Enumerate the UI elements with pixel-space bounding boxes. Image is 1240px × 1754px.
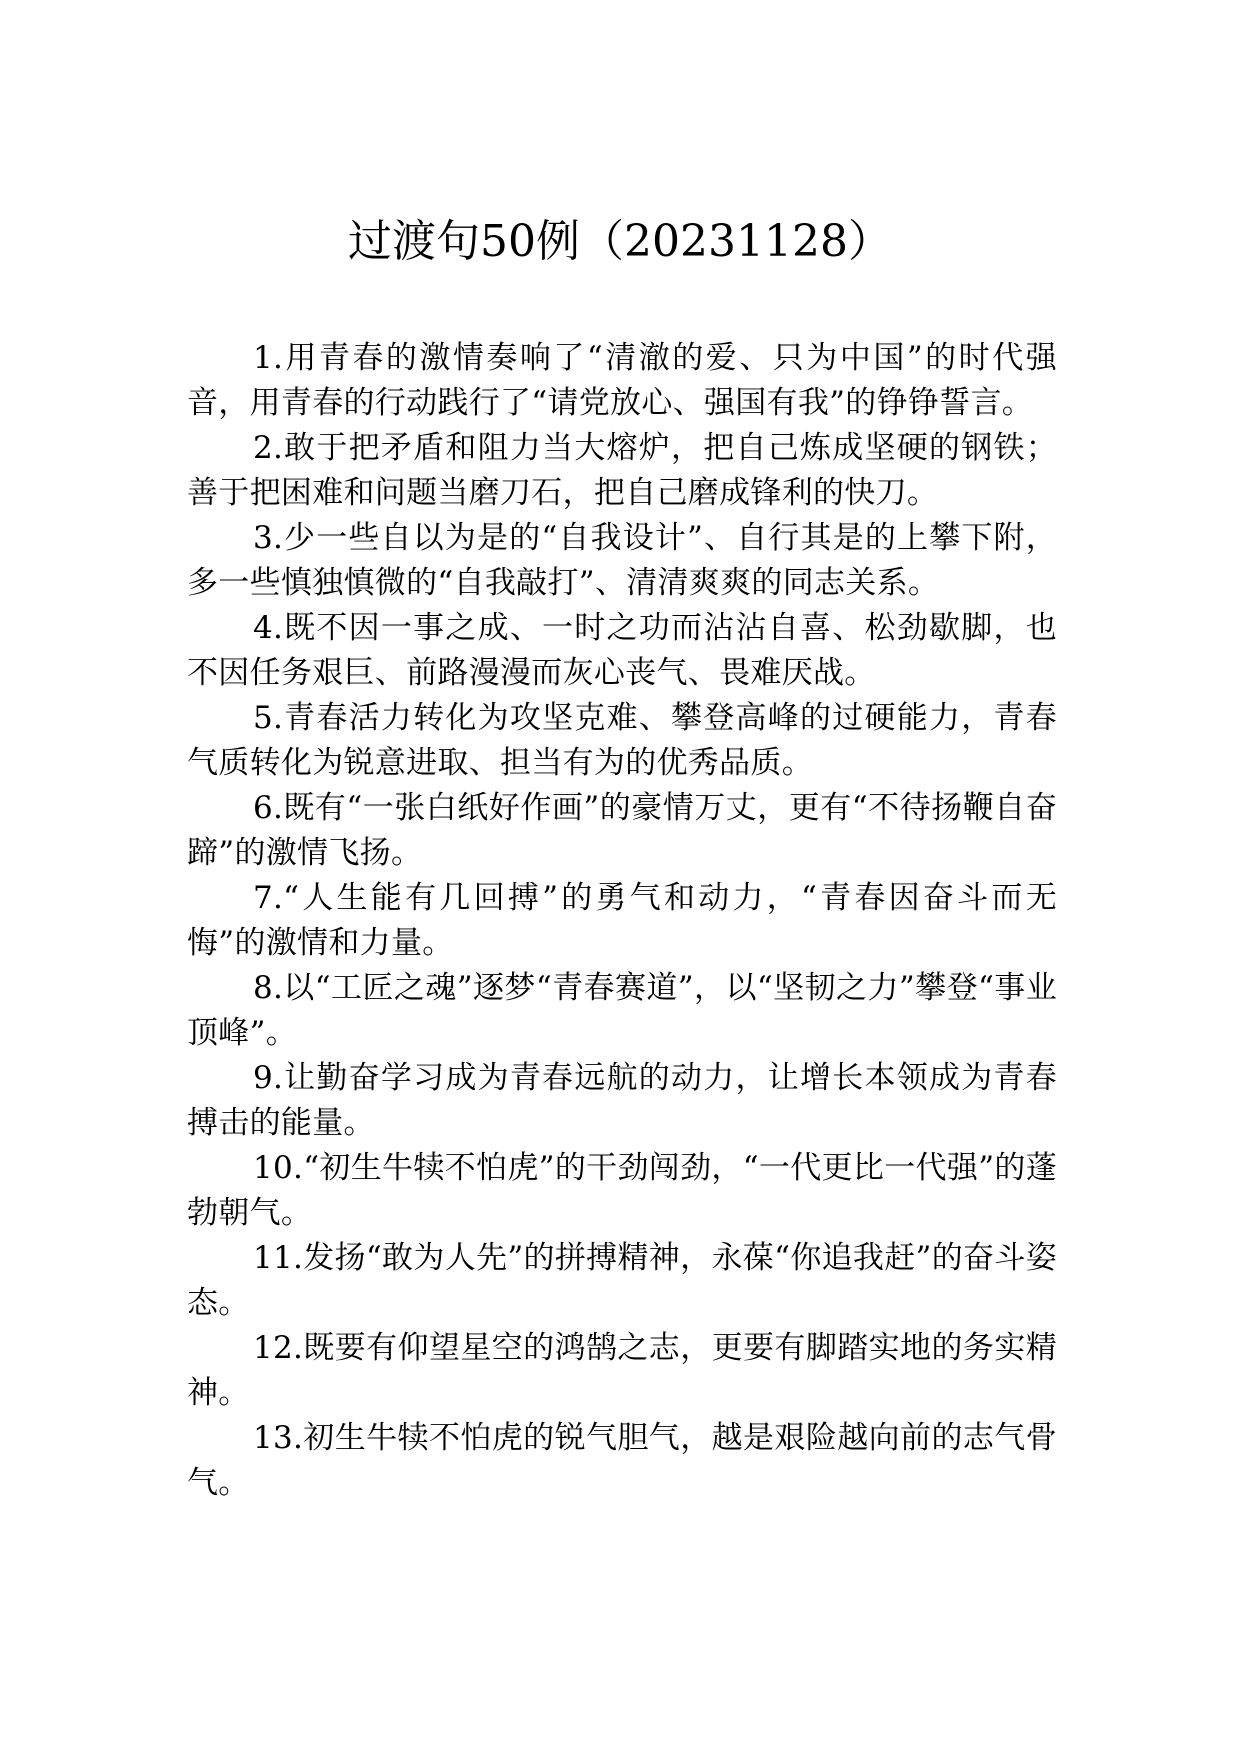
page-title: 过渡句50例（20231128）: [348, 216, 892, 267]
paragraph-2: 2.敢于把矛盾和阻力当大熔炉，把自己炼成坚硬的钢铁；善于把困难和问题当磨刀石，把自己磨成锋利的快刀。: [187, 430, 1057, 511]
paragraph-11: 11.发扬“敢为人先”的拼搏精神，永葆“你追我赶”的奋斗姿态。: [187, 1240, 1057, 1321]
document-body: [187, 336, 1057, 1506]
paragraph-1: 1.用青春的激情奏响了“清澈的爱、只为中国”的时代强音，用青春的行动践行了“请党放心、强国有我”的铮铮誓言。: [187, 340, 1057, 421]
paragraph-12: 12.既要有仰望星空的鸿鹄之志，更要有脚踏实地的务实精神。: [187, 1330, 1057, 1411]
paragraph-10: 10.“初生牛犊不怕虎”的干劲闯劲，“一代更比一代强”的蓬勃朝气。: [187, 1150, 1057, 1231]
paragraph-3: 3.少一些自以为是的“自我设计”、自行其是的上攀下附，多一些慎独慎微的“自我敲打”、清清爽爽的同志关系。: [187, 520, 1057, 601]
paragraph-7: 7.“人生能有几回搏”的勇气和动力，“青春因奋斗而无悔”的激情和力量。: [187, 880, 1057, 961]
paragraph-5: 5.青春活力转化为攻坚克难、攀登高峰的过硬能力，青春气质转化为锐意进取、担当有为的优秀品质。: [187, 700, 1057, 781]
paragraph-6: 6.既有“一张白纸好作画”的豪情万丈，更有“不待扬鞭自奋蹄”的激情飞扬。: [187, 790, 1057, 871]
paragraph-9: 9.让勤奋学习成为青春远航的动力，让增长本领成为青春搏击的能量。: [187, 1060, 1057, 1141]
paragraph-4: 4.既不因一事之成、一时之功而沾沾自喜、松劲歇脚，也不因任务艰巨、前路漫漫而灰心丧气、畏难厌战。: [187, 610, 1057, 691]
paragraph-8: 8.以“工匠之魂”逐梦“青春赛道”，以“坚韧之力”攀登“事业顶峰”。: [187, 970, 1057, 1051]
paragraph-13: 13.初生牛犊不怕虎的锐气胆气，越是艰险越向前的志气骨气。: [187, 1420, 1057, 1501]
